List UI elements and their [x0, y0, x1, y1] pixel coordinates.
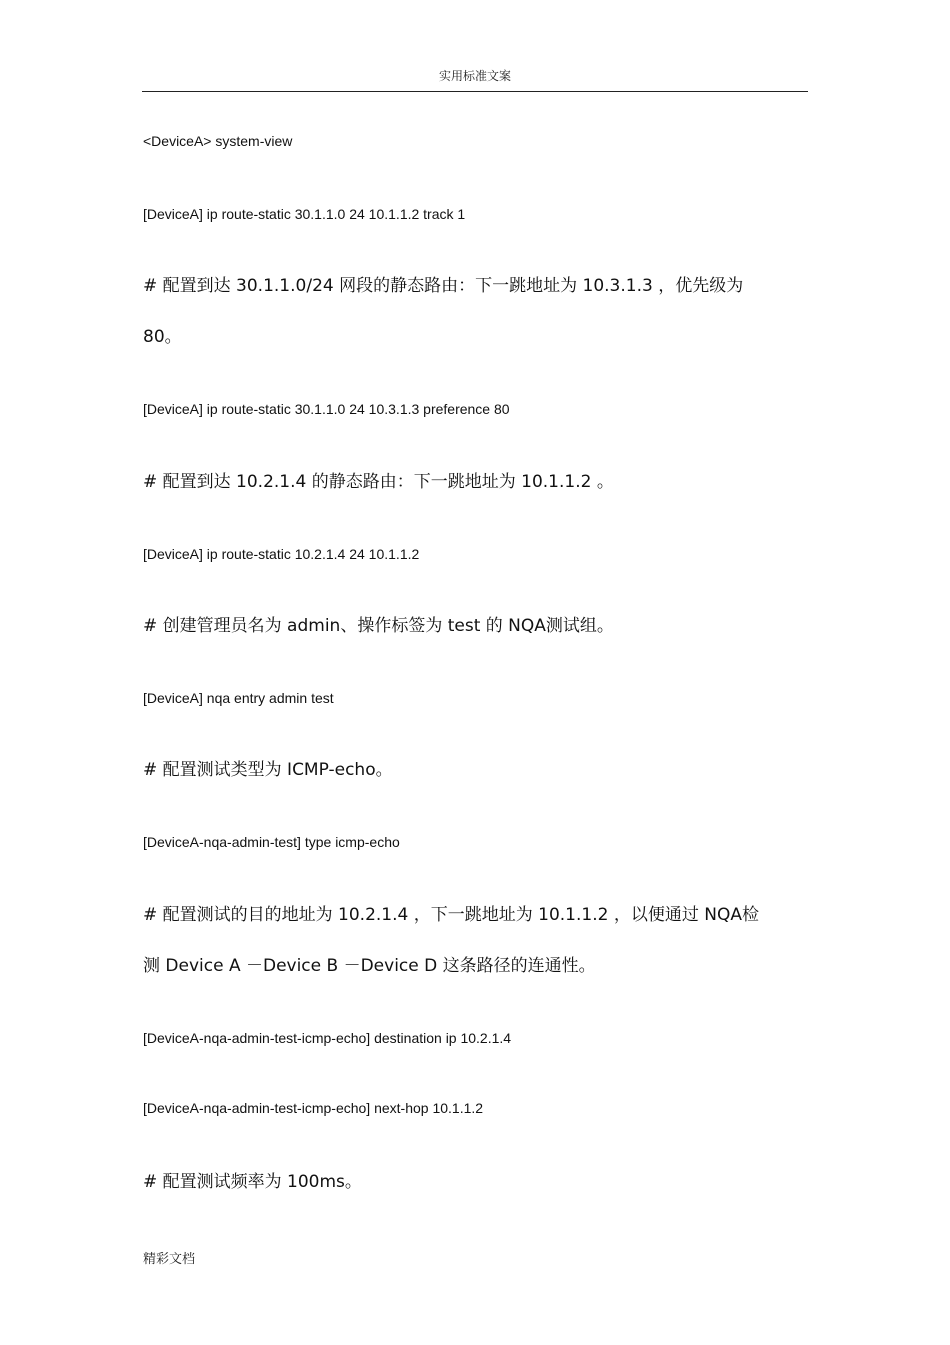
comment-line: # 配置到达 30.1.1.0/24 网段的静态路由：下一跳地址为 10.3.1.3 ，优先级为	[143, 276, 744, 296]
command-line: [DeviceA] ip route-static 10.2.1.4 24 10.1.1.2	[143, 546, 420, 562]
comment-line: # 配置到达 10.2.1.4 的静态路由：下一跳地址为 10.1.1.2 。	[143, 472, 614, 492]
comment-line: # 配置测试频率为 100ms。	[143, 1172, 362, 1192]
comment-line: # 配置测试类型为 ICMP-echo。	[143, 760, 393, 780]
command-line: [DeviceA] ip route-static 30.1.1.0 24 10.1.1.2 track 1	[143, 206, 466, 222]
page-footer: 精彩文档	[143, 1252, 196, 1267]
command-line: [DeviceA-nqa-admin-test-icmp-echo] destination ip 10.2.1.4	[143, 1030, 512, 1046]
comment-line: # 配置测试的目的地址为 10.2.1.4 ，下一跳地址为 10.1.1.2 ，以便通过 NQA检	[143, 905, 759, 925]
comment-line: 测 Device A －Device B －Device D 这条路径的连通性。	[143, 956, 596, 976]
comment-line: 80。	[143, 327, 182, 347]
command-line: [DeviceA] ip route-static 30.1.1.0 24 10.3.1.3 preference 80	[143, 401, 510, 417]
header-title: 实用标准文案	[438, 69, 511, 83]
command-line: <DeviceA> system-view	[143, 133, 293, 149]
header-divider	[142, 91, 808, 92]
command-line: [DeviceA-nqa-admin-test] type icmp-echo	[143, 834, 400, 850]
comment-line: # 创建管理员名为 admin、操作标签为 test 的 NQA测试组。	[143, 616, 614, 636]
command-line: [DeviceA-nqa-admin-test-icmp-echo] next-hop 10.1.1.2	[143, 1100, 484, 1116]
command-line: [DeviceA] nqa entry admin test	[143, 690, 334, 706]
